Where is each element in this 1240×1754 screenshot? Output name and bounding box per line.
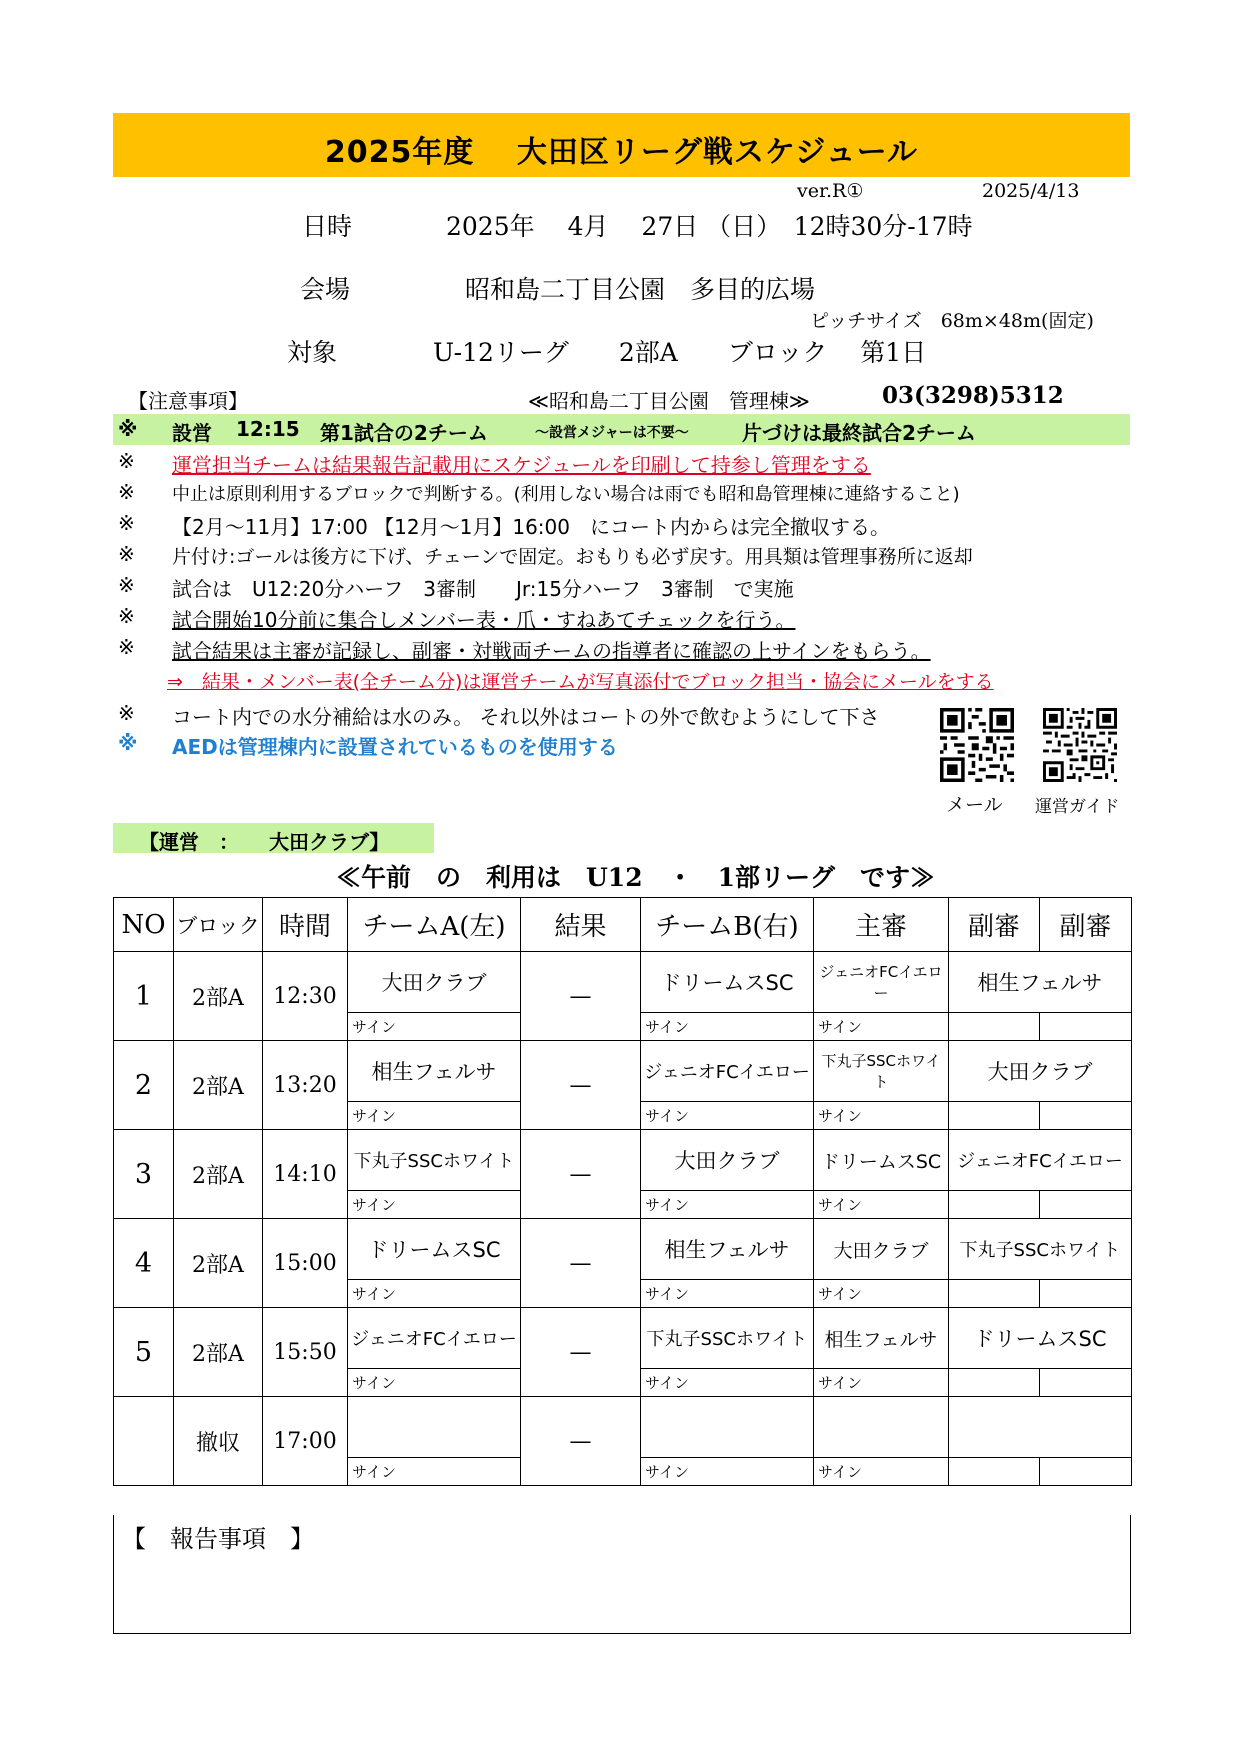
cleanup-note: 片づけは最終試合2チーム	[742, 421, 976, 445]
note-mark: ※	[118, 701, 135, 725]
note-item: AEDは管理棟内に設置されているものを使用する	[172, 735, 618, 759]
header-team-b: チームB(右)	[641, 898, 814, 952]
referee: ドリームスSC	[814, 1130, 949, 1191]
pitch-size: ピッチサイズ 68m×48m(固定)	[810, 310, 1094, 332]
header-time: 時間	[263, 898, 348, 952]
referee-sign[interactable]: サイン	[814, 1191, 949, 1219]
team-b: ジェニオFCイエロー	[641, 1041, 814, 1102]
mail-qr-code[interactable]	[940, 708, 1014, 782]
note-mark: ※	[118, 731, 138, 755]
operator-highlight	[113, 823, 434, 853]
team-a: 大田クラブ	[348, 952, 521, 1013]
team-a	[348, 1397, 521, 1458]
datetime-label: 日時	[302, 212, 353, 241]
note-mark: ※	[118, 480, 135, 504]
note-item: ⇒ 結果・メンバー表(全チーム分)は運営チームが写真添付でブロック担当・協会にメールをする	[167, 671, 994, 693]
operator-label: 【運営 ： 大田クラブ】	[139, 830, 390, 854]
match-result[interactable]: —	[521, 952, 641, 1041]
title-bar	[113, 113, 1130, 177]
referee-sign[interactable]: サイン	[814, 1013, 949, 1041]
withdraw-label: 撤収	[174, 1397, 263, 1486]
match-number: 3	[114, 1130, 174, 1219]
phone-number: 03(3298)5312	[882, 382, 1064, 409]
venue-label: 会場	[300, 275, 351, 304]
note-item: 【2月～11月】17:00 【12月～1月】16:00 にコート内からは完全撤収する。	[172, 515, 890, 539]
referee: 相生フェルサ	[814, 1308, 949, 1369]
header-block: ブロック	[174, 898, 263, 952]
match-result[interactable]: —	[521, 1130, 641, 1219]
referee-sign[interactable]: サイン	[814, 1102, 949, 1130]
header-result: 結果	[521, 898, 641, 952]
team-b	[641, 1397, 814, 1458]
table-row	[114, 1308, 1132, 1369]
team-b-sign[interactable]: サイン	[641, 1280, 814, 1308]
assistant-1-sign[interactable]	[949, 1191, 1040, 1219]
page-title: 2025年度 大田区リーグ戦スケジュール	[324, 135, 919, 170]
table-row	[114, 1219, 1132, 1280]
table-header-row	[114, 898, 1132, 952]
referee: 下丸子SSCホワイト	[814, 1041, 949, 1102]
assistant-referee: ジェニオFCイエロー	[949, 1130, 1132, 1191]
assistant-referee: ドリームスSC	[949, 1308, 1132, 1369]
team-b: 大田クラブ	[641, 1130, 814, 1191]
match-block: 2部A	[174, 1219, 263, 1308]
match-block: 2部A	[174, 1308, 263, 1397]
setup-teams: 第1試合の2チーム	[320, 421, 488, 445]
header-referee: 主審	[814, 898, 949, 952]
team-a-sign[interactable]: サイン	[348, 1102, 521, 1130]
team-b: 下丸子SSCホワイト	[641, 1308, 814, 1369]
report-box[interactable]	[113, 1515, 1131, 1634]
referee	[814, 1397, 949, 1458]
team-a-sign[interactable]: サイン	[348, 1458, 521, 1486]
note-item: 片付け:ゴールは後方に下げ、チェーンで固定。おもりも必ず戻す。用具類は管理事務所に返却	[172, 546, 973, 568]
note-item: 試合は U12:20分ハーフ 3審制 Jr:15分ハーフ 3審制 で実施	[172, 577, 794, 601]
assistant-2-sign[interactable]	[1040, 1191, 1132, 1219]
referee-sign[interactable]: サイン	[814, 1280, 949, 1308]
referee-sign[interactable]: サイン	[814, 1369, 949, 1397]
team-b-sign[interactable]: サイン	[641, 1013, 814, 1041]
table-row	[114, 1397, 1132, 1458]
referee-sign[interactable]: サイン	[814, 1458, 949, 1486]
version-label: ver.R①	[797, 180, 864, 202]
assistant-2-sign[interactable]	[1040, 1369, 1132, 1397]
referee: 大田クラブ	[814, 1219, 949, 1280]
setup-note: ～設営メジャーは不要～	[535, 425, 689, 441]
table-row	[114, 1130, 1132, 1191]
team-a: ドリームスSC	[348, 1219, 521, 1280]
note-mark: ※	[118, 417, 138, 441]
header-assistant-2: 副審	[1040, 898, 1132, 952]
assistant-2-sign[interactable]	[1040, 1013, 1132, 1041]
assistant-referee: 大田クラブ	[949, 1041, 1132, 1102]
match-time: 13:20	[263, 1041, 348, 1130]
team-a: 下丸子SSCホワイト	[348, 1130, 521, 1191]
note-mark: ※	[118, 635, 135, 659]
note-mark: ※	[118, 573, 135, 597]
match-time: 12:30	[263, 952, 348, 1041]
venue-value: 昭和島二丁目公園 多目的広場	[465, 275, 816, 304]
header-no: NO	[114, 898, 174, 952]
note-item: コート内での水分補給は水のみ。 それ以外はコートの外で飲むようにして下さ	[172, 705, 880, 729]
assistant-1-sign[interactable]	[949, 1280, 1040, 1308]
schedule-table	[113, 897, 1132, 1486]
datetime-value: 2025年 4月 27日 （日） 12時30分-17時	[446, 212, 973, 241]
team-a-sign[interactable]: サイン	[348, 1191, 521, 1219]
target-label: 対象	[287, 338, 338, 367]
note-mark: ※	[118, 542, 135, 566]
team-b-sign[interactable]: サイン	[641, 1458, 814, 1486]
note-item: 試合結果は主審が記録し、副審・対戦両チームの指導者に確認の上サインをもらう。	[172, 639, 931, 663]
match-time: 15:00	[263, 1219, 348, 1308]
assistant-2-sign[interactable]	[1040, 1458, 1132, 1486]
note-item: 運営担当チームは結果報告記載用にスケジュールを印刷して持参し管理をする	[172, 453, 871, 477]
match-block: 2部A	[174, 1041, 263, 1130]
report-label: 【 報告事項 】	[122, 1525, 314, 1553]
assistant-2-sign[interactable]	[1040, 1280, 1132, 1308]
team-a: ジェニオFCイエロー	[348, 1308, 521, 1369]
match-result[interactable]: —	[521, 1397, 641, 1486]
session-title: ≪午前 の 利用は U12 ・ 1部リーグ です≫	[336, 863, 935, 892]
team-b-sign[interactable]: サイン	[641, 1191, 814, 1219]
match-result[interactable]: —	[521, 1041, 641, 1130]
team-b: ドリームスSC	[641, 952, 814, 1013]
referee: ジェニオFCイエロー	[814, 952, 949, 1013]
guide-qr-label: 運営ガイド	[1035, 797, 1120, 817]
match-time: 15:50	[263, 1308, 348, 1397]
guide-qr-code[interactable]	[1043, 708, 1117, 782]
header-team-a: チームA(左)	[348, 898, 521, 952]
target-value: U-12リーグ 2部A ブロック 第1日	[433, 338, 927, 367]
match-number: 4	[114, 1219, 174, 1308]
match-result[interactable]: —	[521, 1308, 641, 1397]
note-item: 中止は原則利用するブロックで判断する。(利用しない場合は雨でも昭和島管理棟に連絡すること)	[172, 484, 960, 505]
team-a-sign[interactable]: サイン	[348, 1369, 521, 1397]
match-time: 14:10	[263, 1130, 348, 1219]
assistant-1-sign[interactable]	[949, 1369, 1040, 1397]
match-number: 1	[114, 952, 174, 1041]
assistant-referee: 下丸子SSCホワイト	[949, 1219, 1132, 1280]
team-a-sign[interactable]: サイン	[348, 1280, 521, 1308]
team-a: 相生フェルサ	[348, 1041, 521, 1102]
note-mark: ※	[118, 449, 135, 473]
assistant-referee	[949, 1397, 1132, 1458]
assistant-2-sign[interactable]	[1040, 1102, 1132, 1130]
match-number: 2	[114, 1041, 174, 1130]
management-office: ≪昭和島二丁目公園 管理棟≫	[528, 389, 810, 413]
table-row	[114, 1041, 1132, 1102]
team-b-sign[interactable]: サイン	[641, 1369, 814, 1397]
match-result[interactable]: —	[521, 1219, 641, 1308]
note-item: 試合開始10分前に集合しメンバー表・爪・すねあてチェックを行う。	[172, 608, 796, 632]
assistant-1-sign[interactable]	[949, 1458, 1040, 1486]
table-row	[114, 952, 1132, 1013]
team-a-sign[interactable]: サイン	[348, 1013, 521, 1041]
match-block: 2部A	[174, 1130, 263, 1219]
assistant-1-sign[interactable]	[949, 1102, 1040, 1130]
notes-heading: 【注意事項】	[128, 389, 248, 413]
match-number	[114, 1397, 174, 1486]
document-date: 2025/4/13	[982, 180, 1080, 202]
match-block: 2部A	[174, 952, 263, 1041]
note-mark: ※	[118, 511, 135, 535]
match-number: 5	[114, 1308, 174, 1397]
header-assistant-1: 副審	[949, 898, 1040, 952]
withdraw-time: 17:00	[263, 1397, 348, 1486]
team-b-sign[interactable]: サイン	[641, 1102, 814, 1130]
mail-qr-label: メール	[946, 794, 1003, 816]
setup-time: 12:15	[236, 417, 300, 441]
assistant-referee: 相生フェルサ	[949, 952, 1132, 1013]
setup-prefix: 設営	[172, 421, 212, 445]
note-mark: ※	[118, 604, 135, 628]
team-b: 相生フェルサ	[641, 1219, 814, 1280]
assistant-1-sign[interactable]	[949, 1013, 1040, 1041]
